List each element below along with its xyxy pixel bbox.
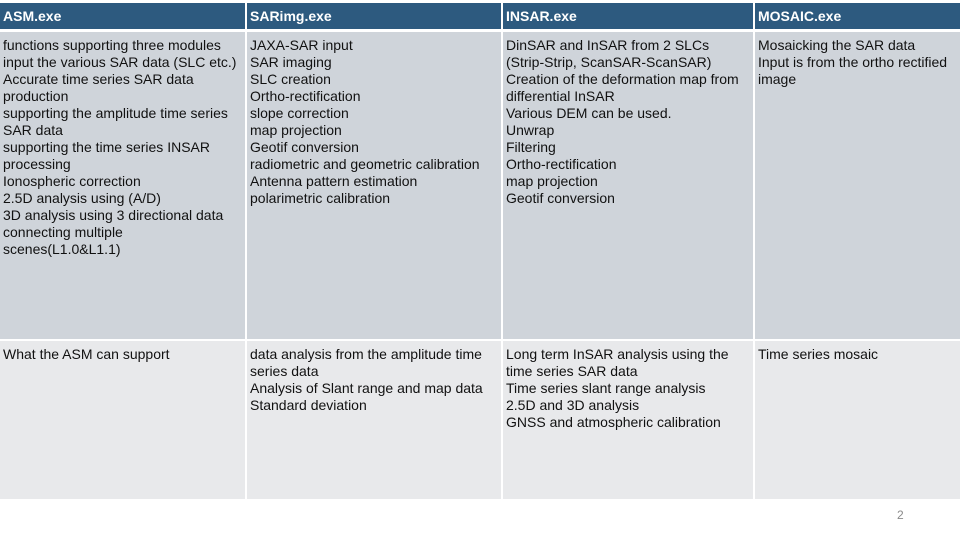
text-line: Accurate time series SAR data production [3, 71, 194, 104]
text-line: What the ASM can support [3, 346, 170, 362]
text-line: map projection [250, 122, 342, 138]
header-insar: INSAR.exe [502, 3, 754, 31]
text-line: Ionospheric correction [3, 173, 141, 189]
text-line: JAXA-SAR input [250, 37, 353, 53]
header-asm: ASM.exe [0, 3, 246, 31]
text-line: Time series slant range analysis [506, 380, 706, 396]
text-line: 3D analysis using 3 directional data [3, 207, 224, 223]
cell-mosaic-support [754, 340, 960, 500]
text-line: Ortho-rectification [250, 88, 361, 104]
text-line: Analysis of Slant range and map data [250, 380, 483, 396]
text-line: input the various SAR data (SLC etc.) [3, 54, 237, 70]
text-line: data analysis from the amplitude time series data [250, 346, 482, 379]
text-line: Mosaicking the SAR data [758, 37, 916, 53]
text-line: functions supporting three modules [3, 37, 221, 53]
text-line: map projection [506, 173, 598, 189]
cell-asm-functions [0, 31, 246, 341]
cell-insar-support [502, 340, 754, 500]
text-line: connecting multiple scenes(L1.0&L1.1) [3, 224, 123, 257]
header-mosaic: MOSAIC.exe [754, 3, 960, 31]
cell-sarimg-support [246, 340, 502, 500]
text-line: Unwrap [506, 122, 555, 138]
text-line: Geotif conversion [250, 139, 359, 155]
text-line: DinSAR and InSAR from 2 SLCs (Strip-Strip, ScanSAR-ScanSAR) [506, 37, 712, 70]
cell-asm-support [0, 340, 246, 500]
text-line: 2.5D analysis using (A/D) [3, 190, 161, 206]
page-number: 2 [897, 508, 904, 522]
support-row [0, 340, 960, 500]
text-line: Antenna pattern estimation [250, 173, 418, 189]
header-sarimg: SARimg.exe [246, 3, 502, 31]
text-line: radiometric and geometric calibration [250, 156, 480, 172]
text-line: Ortho-rectification [506, 156, 617, 172]
text-line: supporting the time series INSAR processing [3, 139, 210, 172]
modules-table [0, 3, 960, 501]
header-row [0, 3, 960, 31]
text-line: Long term InSAR analysis using the time series SAR data [506, 346, 729, 379]
text-line: GNSS and atmospheric calibration [506, 414, 721, 430]
text-line: Time series mosaic [758, 346, 879, 362]
cell-insar-functions [502, 31, 754, 341]
text-line: Standard deviation [250, 397, 367, 413]
text-line: polarimetric calibration [250, 190, 391, 206]
cell-mosaic-functions [754, 31, 960, 341]
text-line: slope correction [250, 105, 349, 121]
text-line: supporting the amplitude time series SAR data [3, 105, 228, 138]
cell-sarimg-functions [246, 31, 502, 341]
functions-row [0, 31, 960, 341]
text-line: Input is from the ortho rectified image [758, 54, 948, 87]
text-line: 2.5D and 3D analysis [506, 397, 640, 413]
text-line: Geotif conversion [506, 190, 615, 206]
text-line: SLC creation [250, 71, 331, 87]
text-line: SAR imaging [250, 54, 332, 70]
text-line: Various DEM can be used. [506, 105, 672, 121]
text-line: Creation of the deformation map from differential InSAR [506, 71, 739, 104]
text-line: Filtering [506, 139, 556, 155]
